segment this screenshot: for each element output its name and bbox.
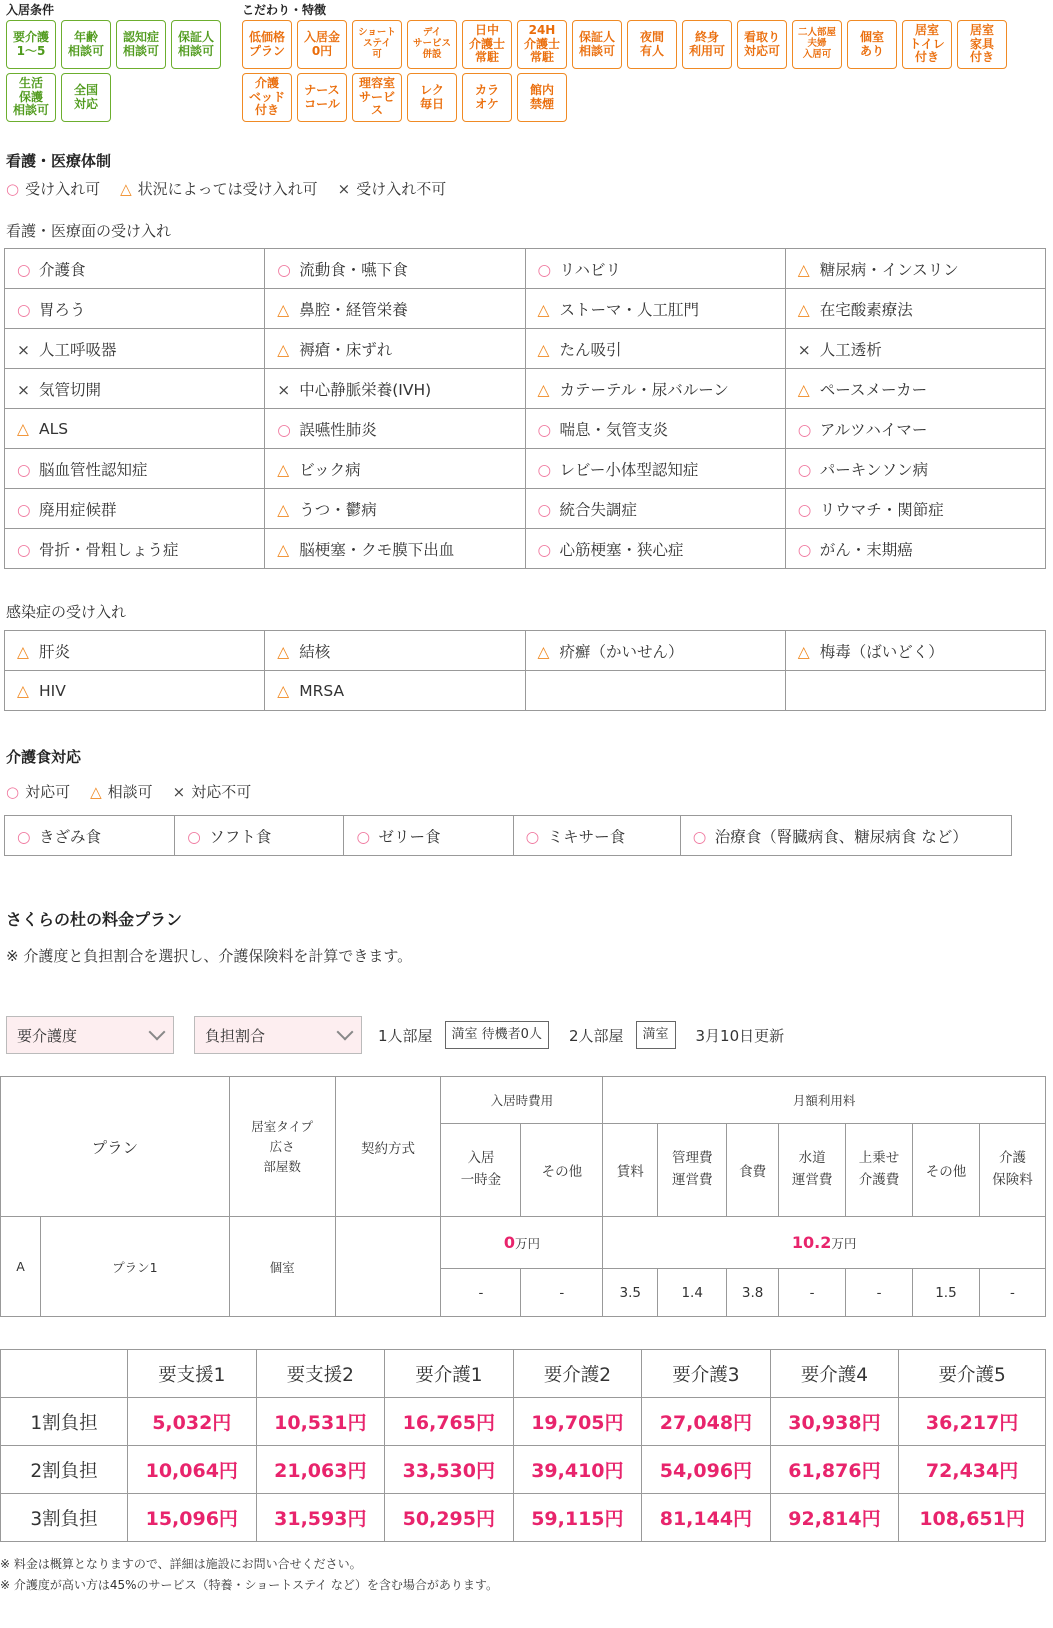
triangle-icon: △ xyxy=(120,180,132,198)
chevron-down-icon xyxy=(149,1024,166,1041)
care-level-header: 要介護1 xyxy=(385,1350,514,1398)
fee-header-monthly: 月額利用料 xyxy=(603,1077,1046,1124)
circle-icon: ○ xyxy=(537,260,552,279)
meal-item xyxy=(344,816,513,856)
table-cell xyxy=(265,369,525,409)
conditions-badges xyxy=(6,20,226,122)
triangle-icon: △ xyxy=(537,340,550,359)
circle-icon: ○ xyxy=(537,420,552,439)
insurance-fee: 92,814円 xyxy=(770,1494,899,1542)
insurance-fee: 39,410円 xyxy=(513,1446,642,1494)
circle-icon: ○ xyxy=(537,540,552,559)
table-cell xyxy=(5,409,265,449)
fee-monthly-total-unit: 万円 xyxy=(831,1236,857,1251)
cell-label: 骨折・骨粗しょう症 xyxy=(39,540,179,559)
insurance-fee: 36,217円 xyxy=(899,1398,1046,1446)
meal-item xyxy=(175,816,344,856)
double-room-label: 2人部屋 xyxy=(568,1026,624,1045)
feature-badge: 低価格 プラン xyxy=(242,20,292,69)
triangle-icon: △ xyxy=(90,783,102,801)
cross-icon: × xyxy=(17,340,30,359)
feature-badge: 居室 家具 付き xyxy=(957,20,1007,69)
updated-date: 3月10日更新 xyxy=(695,1026,785,1045)
cell-label: パーキンソン病 xyxy=(819,460,929,479)
triangle-icon: △ xyxy=(277,300,290,319)
feature-badge: 終身 利用可 xyxy=(682,20,732,69)
circle-icon: ○ xyxy=(537,460,552,479)
triangle-icon: △ xyxy=(17,419,29,438)
cell-label: 結核 xyxy=(299,642,331,661)
circle-icon: ○ xyxy=(277,260,291,279)
legend-label: 対応不可 xyxy=(191,783,252,801)
table-cell xyxy=(525,671,785,711)
triangle-icon: △ xyxy=(797,642,810,661)
insurance-fee: 21,063円 xyxy=(256,1446,385,1494)
table-cell xyxy=(265,449,525,489)
meal-title: 介護食対応 xyxy=(6,748,82,766)
cell-label: ペースメーカー xyxy=(819,380,928,399)
care-level-header: 要介護4 xyxy=(770,1350,899,1398)
table-cell xyxy=(785,489,1045,529)
legend-item xyxy=(6,178,100,199)
cell-label: MRSA xyxy=(299,681,345,700)
cell-label: 心筋梗塞・狭心症 xyxy=(559,540,684,559)
care-level-header: 要介護2 xyxy=(513,1350,642,1398)
insurance-fee: 108,651円 xyxy=(899,1494,1046,1542)
fee-entry-total-unit: 万円 xyxy=(514,1236,540,1251)
conditions-section xyxy=(6,0,226,122)
cell-label: リウマチ・関節症 xyxy=(819,500,944,519)
table-row xyxy=(5,369,1046,409)
cell-label: 疥癬（かいせん） xyxy=(559,642,684,661)
fee-entry-total xyxy=(441,1217,603,1269)
circle-icon: ○ xyxy=(17,827,31,846)
feature-badge: 年齢 相談可 xyxy=(61,20,111,69)
fee-header-mgmt: 管理費 運営費 xyxy=(658,1124,727,1217)
meal-item-label: ミキサー食 xyxy=(547,827,626,846)
insurance-fee: 54,096円 xyxy=(642,1446,771,1494)
insurance-fee: 61,876円 xyxy=(770,1446,899,1494)
table-row xyxy=(1,1398,1046,1446)
fee-entry-total-value: 0 xyxy=(503,1233,515,1252)
fee-header-entry-lump: 入居 一時金 xyxy=(441,1124,521,1217)
fee-header-entry-other: その他 xyxy=(521,1124,603,1217)
table-cell xyxy=(785,631,1045,671)
table-row xyxy=(5,816,1012,856)
cell-label: 脳梗塞・クモ膜下出血 xyxy=(299,540,455,559)
circle-icon: ○ xyxy=(6,180,20,198)
infection-table xyxy=(4,630,1046,711)
insurance-fee: 81,144円 xyxy=(642,1494,771,1542)
fee-value-cell: - xyxy=(521,1269,603,1317)
meal-item xyxy=(5,816,175,856)
table-row xyxy=(5,529,1046,569)
triangle-icon: △ xyxy=(797,260,810,279)
insurance-fee: 19,705円 xyxy=(513,1398,642,1446)
circle-icon: ○ xyxy=(797,540,812,559)
legend-item xyxy=(6,781,70,802)
table-cell xyxy=(525,289,785,329)
table-cell xyxy=(5,529,265,569)
fee-monthly-total xyxy=(603,1217,1046,1269)
cell-label: うつ・鬱病 xyxy=(299,500,377,519)
triangle-icon: △ xyxy=(277,540,290,559)
fee-value-cell: - xyxy=(846,1269,913,1317)
legend-label: 相談可 xyxy=(107,783,153,801)
legend-item xyxy=(338,178,447,199)
fee-header-contract: 契約方式 xyxy=(335,1077,441,1217)
table-cell xyxy=(785,289,1045,329)
cell-label: たん吸引 xyxy=(559,340,622,359)
cell-label: 鼻腔・経管栄養 xyxy=(299,300,408,319)
feature-badge: 介護 ベッド 付き xyxy=(242,73,292,122)
table-row xyxy=(1,1446,1046,1494)
insurance-fee: 50,295円 xyxy=(385,1494,514,1542)
table-cell xyxy=(5,369,265,409)
table-cell xyxy=(785,249,1045,289)
feature-badge: 入居金 0円 xyxy=(297,20,347,69)
fee-header-rent: 賃料 xyxy=(603,1124,658,1217)
triangle-icon: △ xyxy=(537,642,550,661)
feature-badge: ショート ステイ 可 xyxy=(352,20,402,69)
triangle-icon: △ xyxy=(277,681,290,700)
fee-value-cell: - xyxy=(779,1269,846,1317)
meal-item xyxy=(513,816,680,856)
cell-label: ALS xyxy=(39,419,69,438)
medical-acceptance-table xyxy=(4,248,1046,569)
chevron-down-icon xyxy=(337,1024,354,1041)
insurance-fee: 27,048円 xyxy=(642,1398,771,1446)
features-section xyxy=(242,0,1042,122)
fee-header-entry: 入居時費用 xyxy=(441,1077,603,1124)
circle-icon: ○ xyxy=(797,460,812,479)
feature-badge: 日中 介護士 常駐 xyxy=(462,20,512,69)
table-cell xyxy=(785,369,1045,409)
burden-label: 2割負担 xyxy=(1,1446,128,1494)
table-cell xyxy=(5,289,265,329)
circle-icon: ○ xyxy=(17,460,31,479)
medical-legend xyxy=(6,178,446,199)
burden-ratio-select-label: 負担割合 xyxy=(205,1026,266,1045)
cell-label: ビック病 xyxy=(299,460,361,479)
feature-badge: 居室 トイレ 付き xyxy=(902,20,952,69)
table-cell xyxy=(5,489,265,529)
legend-label: 対応可 xyxy=(25,783,71,801)
table-cell xyxy=(785,329,1045,369)
table-cell xyxy=(265,289,525,329)
circle-icon: ○ xyxy=(797,420,812,439)
table-cell xyxy=(785,529,1045,569)
table-cell xyxy=(785,409,1045,449)
table-row xyxy=(5,449,1046,489)
fee-header-water: 水道 運営費 xyxy=(779,1124,846,1217)
table-cell xyxy=(265,529,525,569)
cell-label: 褥瘡・床ずれ xyxy=(299,340,393,359)
single-room-status: 満室 待機者0人 xyxy=(445,1021,549,1049)
circle-icon: ○ xyxy=(17,500,31,519)
feature-badge: レク 毎日 xyxy=(407,73,457,122)
cell-label: がん・末期癌 xyxy=(819,540,913,559)
fee-value-cell: 3.8 xyxy=(727,1269,779,1317)
feature-badge: 生活 保護 相談可 xyxy=(6,73,56,122)
cell-label: 廃用症候群 xyxy=(39,500,117,519)
feature-badge: 保証人 相談可 xyxy=(572,20,622,69)
table-cell xyxy=(525,409,785,449)
cross-icon: × xyxy=(797,340,811,359)
fee-header-room: 居室タイプ 広さ 部屋数 xyxy=(229,1077,335,1217)
table-cell xyxy=(5,671,265,711)
table-header-row xyxy=(1,1350,1046,1398)
meal-item xyxy=(680,816,1011,856)
legend-item xyxy=(90,781,153,802)
cell-label: ストーマ・人工肛門 xyxy=(559,300,700,319)
care-insurance-table xyxy=(0,1349,1046,1542)
circle-icon: ○ xyxy=(797,500,812,519)
care-level-select[interactable] xyxy=(6,1016,174,1054)
fee-value-cell: - xyxy=(979,1269,1045,1317)
cell-label: 糖尿病・インスリン xyxy=(819,260,959,279)
feature-badge: 二人部屋 夫婦 入居可 xyxy=(792,20,842,69)
feature-badge: 個室 あり xyxy=(847,20,897,69)
insurance-fee: 30,938円 xyxy=(770,1398,899,1446)
table-cell xyxy=(525,529,785,569)
care-level-header: 要支援1 xyxy=(128,1350,257,1398)
insurance-fee: 59,115円 xyxy=(513,1494,642,1542)
legend-item xyxy=(173,781,252,802)
triangle-icon: △ xyxy=(537,380,550,399)
fee-row-id: A xyxy=(1,1217,41,1317)
fee-header-care-add: 上乗せ 介護費 xyxy=(846,1124,913,1217)
insurance-fee: 72,434円 xyxy=(899,1446,1046,1494)
cell-label: 人工透析 xyxy=(819,340,882,359)
plan-controls xyxy=(6,1015,796,1055)
cell-label: リハビリ xyxy=(559,260,622,279)
feature-badge: 看取り 対応可 xyxy=(737,20,787,69)
triangle-icon: △ xyxy=(797,380,810,399)
table-cell xyxy=(265,249,525,289)
conditions-title: 入居条件 xyxy=(6,3,55,17)
fee-value-cell: 1.5 xyxy=(912,1269,979,1317)
care-level-header: 要介護3 xyxy=(642,1350,771,1398)
legend-label: 受け入れ不可 xyxy=(356,180,447,198)
cell-label: 統合失調症 xyxy=(559,500,638,519)
table-row xyxy=(5,329,1046,369)
circle-icon: ○ xyxy=(277,420,291,439)
table-corner-cell xyxy=(1,1350,128,1398)
insurance-fee: 5,032円 xyxy=(128,1398,257,1446)
fee-value-cell: 1.4 xyxy=(658,1269,727,1317)
cell-label: 在宅酸素療法 xyxy=(819,300,913,319)
fee-value-cell: 3.5 xyxy=(603,1269,658,1317)
plan-note: ※ 介護度と負担割合を選択し、介護保険料を計算できます。 xyxy=(6,947,413,965)
triangle-icon: △ xyxy=(277,642,290,661)
feature-badge: ナース コール xyxy=(297,73,347,122)
medical-acceptance-title: 看護・医療面の受け入れ xyxy=(6,222,172,240)
cross-icon: × xyxy=(17,380,30,399)
cell-label: 人工呼吸器 xyxy=(39,340,117,359)
cross-icon: × xyxy=(337,180,351,198)
table-cell xyxy=(785,671,1045,711)
feature-badge: 理容室 サービス xyxy=(352,73,402,122)
triangle-icon: △ xyxy=(537,300,550,319)
circle-icon: ○ xyxy=(525,827,540,846)
footnote-2: ※ 介護度が高い方は45%のサービス（特養・ショートステイ など）を含む場合があります。 xyxy=(0,1578,498,1592)
cross-icon: × xyxy=(172,783,186,801)
triangle-icon: △ xyxy=(277,340,290,359)
insurance-fee: 33,530円 xyxy=(385,1446,514,1494)
table-row xyxy=(5,671,1046,711)
table-cell xyxy=(785,449,1045,489)
cell-label: HIV xyxy=(39,681,66,700)
insurance-fee: 10,531円 xyxy=(256,1398,385,1446)
feature-badge: カラ オケ xyxy=(462,73,512,122)
cell-label: 誤嚥性肺炎 xyxy=(299,420,377,439)
table-cell xyxy=(5,631,265,671)
circle-icon: ○ xyxy=(6,783,20,801)
insurance-fee: 15,096円 xyxy=(128,1494,257,1542)
table-cell xyxy=(265,329,525,369)
table-row xyxy=(5,289,1046,329)
cell-label: 脳血管性認知症 xyxy=(39,460,148,479)
triangle-icon: △ xyxy=(277,460,290,479)
table-cell xyxy=(5,249,265,289)
circle-icon: ○ xyxy=(356,827,370,846)
circle-icon: ○ xyxy=(187,827,201,846)
circle-icon: ○ xyxy=(692,827,707,846)
insurance-fee: 10,064円 xyxy=(128,1446,257,1494)
care-level-select-label: 要介護度 xyxy=(17,1026,78,1045)
feature-badge: 保証人 相談可 xyxy=(171,20,221,69)
legend-label: 受け入れ可 xyxy=(25,180,101,198)
fee-table xyxy=(0,1076,1046,1317)
cell-label: カテーテル・尿バルーン xyxy=(559,380,729,399)
meal-item-label: 治療食（腎臓病食、糖尿病食 など） xyxy=(714,827,968,846)
feature-badge: デイ サービス 併設 xyxy=(407,20,457,69)
table-cell xyxy=(525,249,785,289)
features-title: こだわり・特徴 xyxy=(242,3,327,17)
cell-label: 中心静脈栄養(IVH) xyxy=(299,380,432,399)
fee-header-insurance: 介護 保険料 xyxy=(979,1124,1045,1217)
feature-badge: 要介護 1〜5 xyxy=(6,20,56,69)
table-cell xyxy=(525,329,785,369)
meal-table xyxy=(4,815,1012,856)
fee-row-plan: プラン1 xyxy=(40,1217,229,1317)
table-row xyxy=(5,631,1046,671)
table-cell xyxy=(525,449,785,489)
cell-label: 喘息・気管支炎 xyxy=(559,420,669,439)
meal-item-label: ゼリー食 xyxy=(378,827,441,846)
feature-badge: 認知症 相談可 xyxy=(116,20,166,69)
fee-header-monthly-other: その他 xyxy=(912,1124,979,1217)
double-room-status: 満室 xyxy=(636,1021,676,1049)
triangle-icon: △ xyxy=(17,642,29,661)
feature-badge: 夜間 有人 xyxy=(627,20,677,69)
meal-legend xyxy=(6,781,251,802)
legend-item xyxy=(120,178,318,199)
medical-title: 看護・医療体制 xyxy=(6,152,112,170)
plan-title: さくらの杜の料金プラン xyxy=(6,910,183,929)
care-level-header: 要支援2 xyxy=(256,1350,385,1398)
cell-label: 胃ろう xyxy=(39,300,86,319)
fee-row-contract xyxy=(335,1217,441,1317)
cell-label: 気管切開 xyxy=(39,380,102,399)
meal-item-label: きざみ食 xyxy=(39,827,102,846)
burden-label: 3割負担 xyxy=(1,1494,128,1542)
table-cell xyxy=(5,329,265,369)
triangle-icon: △ xyxy=(277,500,290,519)
table-cell xyxy=(265,631,525,671)
triangle-icon: △ xyxy=(17,681,29,700)
cross-icon: × xyxy=(277,380,291,399)
burden-ratio-select[interactable] xyxy=(194,1016,362,1054)
table-cell xyxy=(525,631,785,671)
insurance-fee: 16,765円 xyxy=(385,1398,514,1446)
single-room-label: 1人部屋 xyxy=(378,1026,433,1045)
circle-icon: ○ xyxy=(537,500,552,519)
cell-label: レビー小体型認知症 xyxy=(559,460,699,479)
cell-label: アルツハイマー xyxy=(819,420,928,439)
fee-monthly-total-value: 10.2 xyxy=(791,1233,832,1252)
circle-icon: ○ xyxy=(17,540,31,559)
cell-label: 梅毒（ばいどく） xyxy=(819,642,944,661)
table-row xyxy=(5,249,1046,289)
table-cell xyxy=(525,489,785,529)
table-row xyxy=(5,409,1046,449)
fee-value-cell: - xyxy=(441,1269,521,1317)
fee-header-food: 食費 xyxy=(727,1124,779,1217)
legend-label: 状況によっては受け入れ可 xyxy=(137,180,318,198)
care-level-header: 要介護5 xyxy=(899,1350,1046,1398)
triangle-icon: △ xyxy=(797,300,810,319)
table-cell xyxy=(5,449,265,489)
infection-title: 感染症の受け入れ xyxy=(6,603,127,621)
table-cell xyxy=(265,671,525,711)
cell-label: 介護食 xyxy=(39,260,86,279)
feature-badge: 全国 対応 xyxy=(61,73,111,122)
table-cell xyxy=(265,409,525,449)
cell-label: 肝炎 xyxy=(39,642,71,661)
table-row xyxy=(1,1494,1046,1542)
meal-item-label: ソフト食 xyxy=(209,827,272,846)
fee-row-room: 個室 xyxy=(229,1217,335,1317)
cell-label: 流動食・嚥下食 xyxy=(299,260,408,279)
insurance-fee: 31,593円 xyxy=(256,1494,385,1542)
footnote-1: ※ 料金は概算となりますので、詳細は施設にお問い合せください。 xyxy=(0,1557,362,1571)
fee-header-plan: プラン xyxy=(1,1077,230,1217)
circle-icon: ○ xyxy=(17,300,31,319)
circle-icon: ○ xyxy=(17,260,31,279)
feature-badge: 館内 禁煙 xyxy=(517,73,567,122)
burden-label: 1割負担 xyxy=(1,1398,128,1446)
feature-badge: 24H 介護士 常駐 xyxy=(517,20,567,69)
features-badges xyxy=(242,20,1042,122)
table-cell xyxy=(525,369,785,409)
table-cell xyxy=(265,489,525,529)
table-row xyxy=(5,489,1046,529)
